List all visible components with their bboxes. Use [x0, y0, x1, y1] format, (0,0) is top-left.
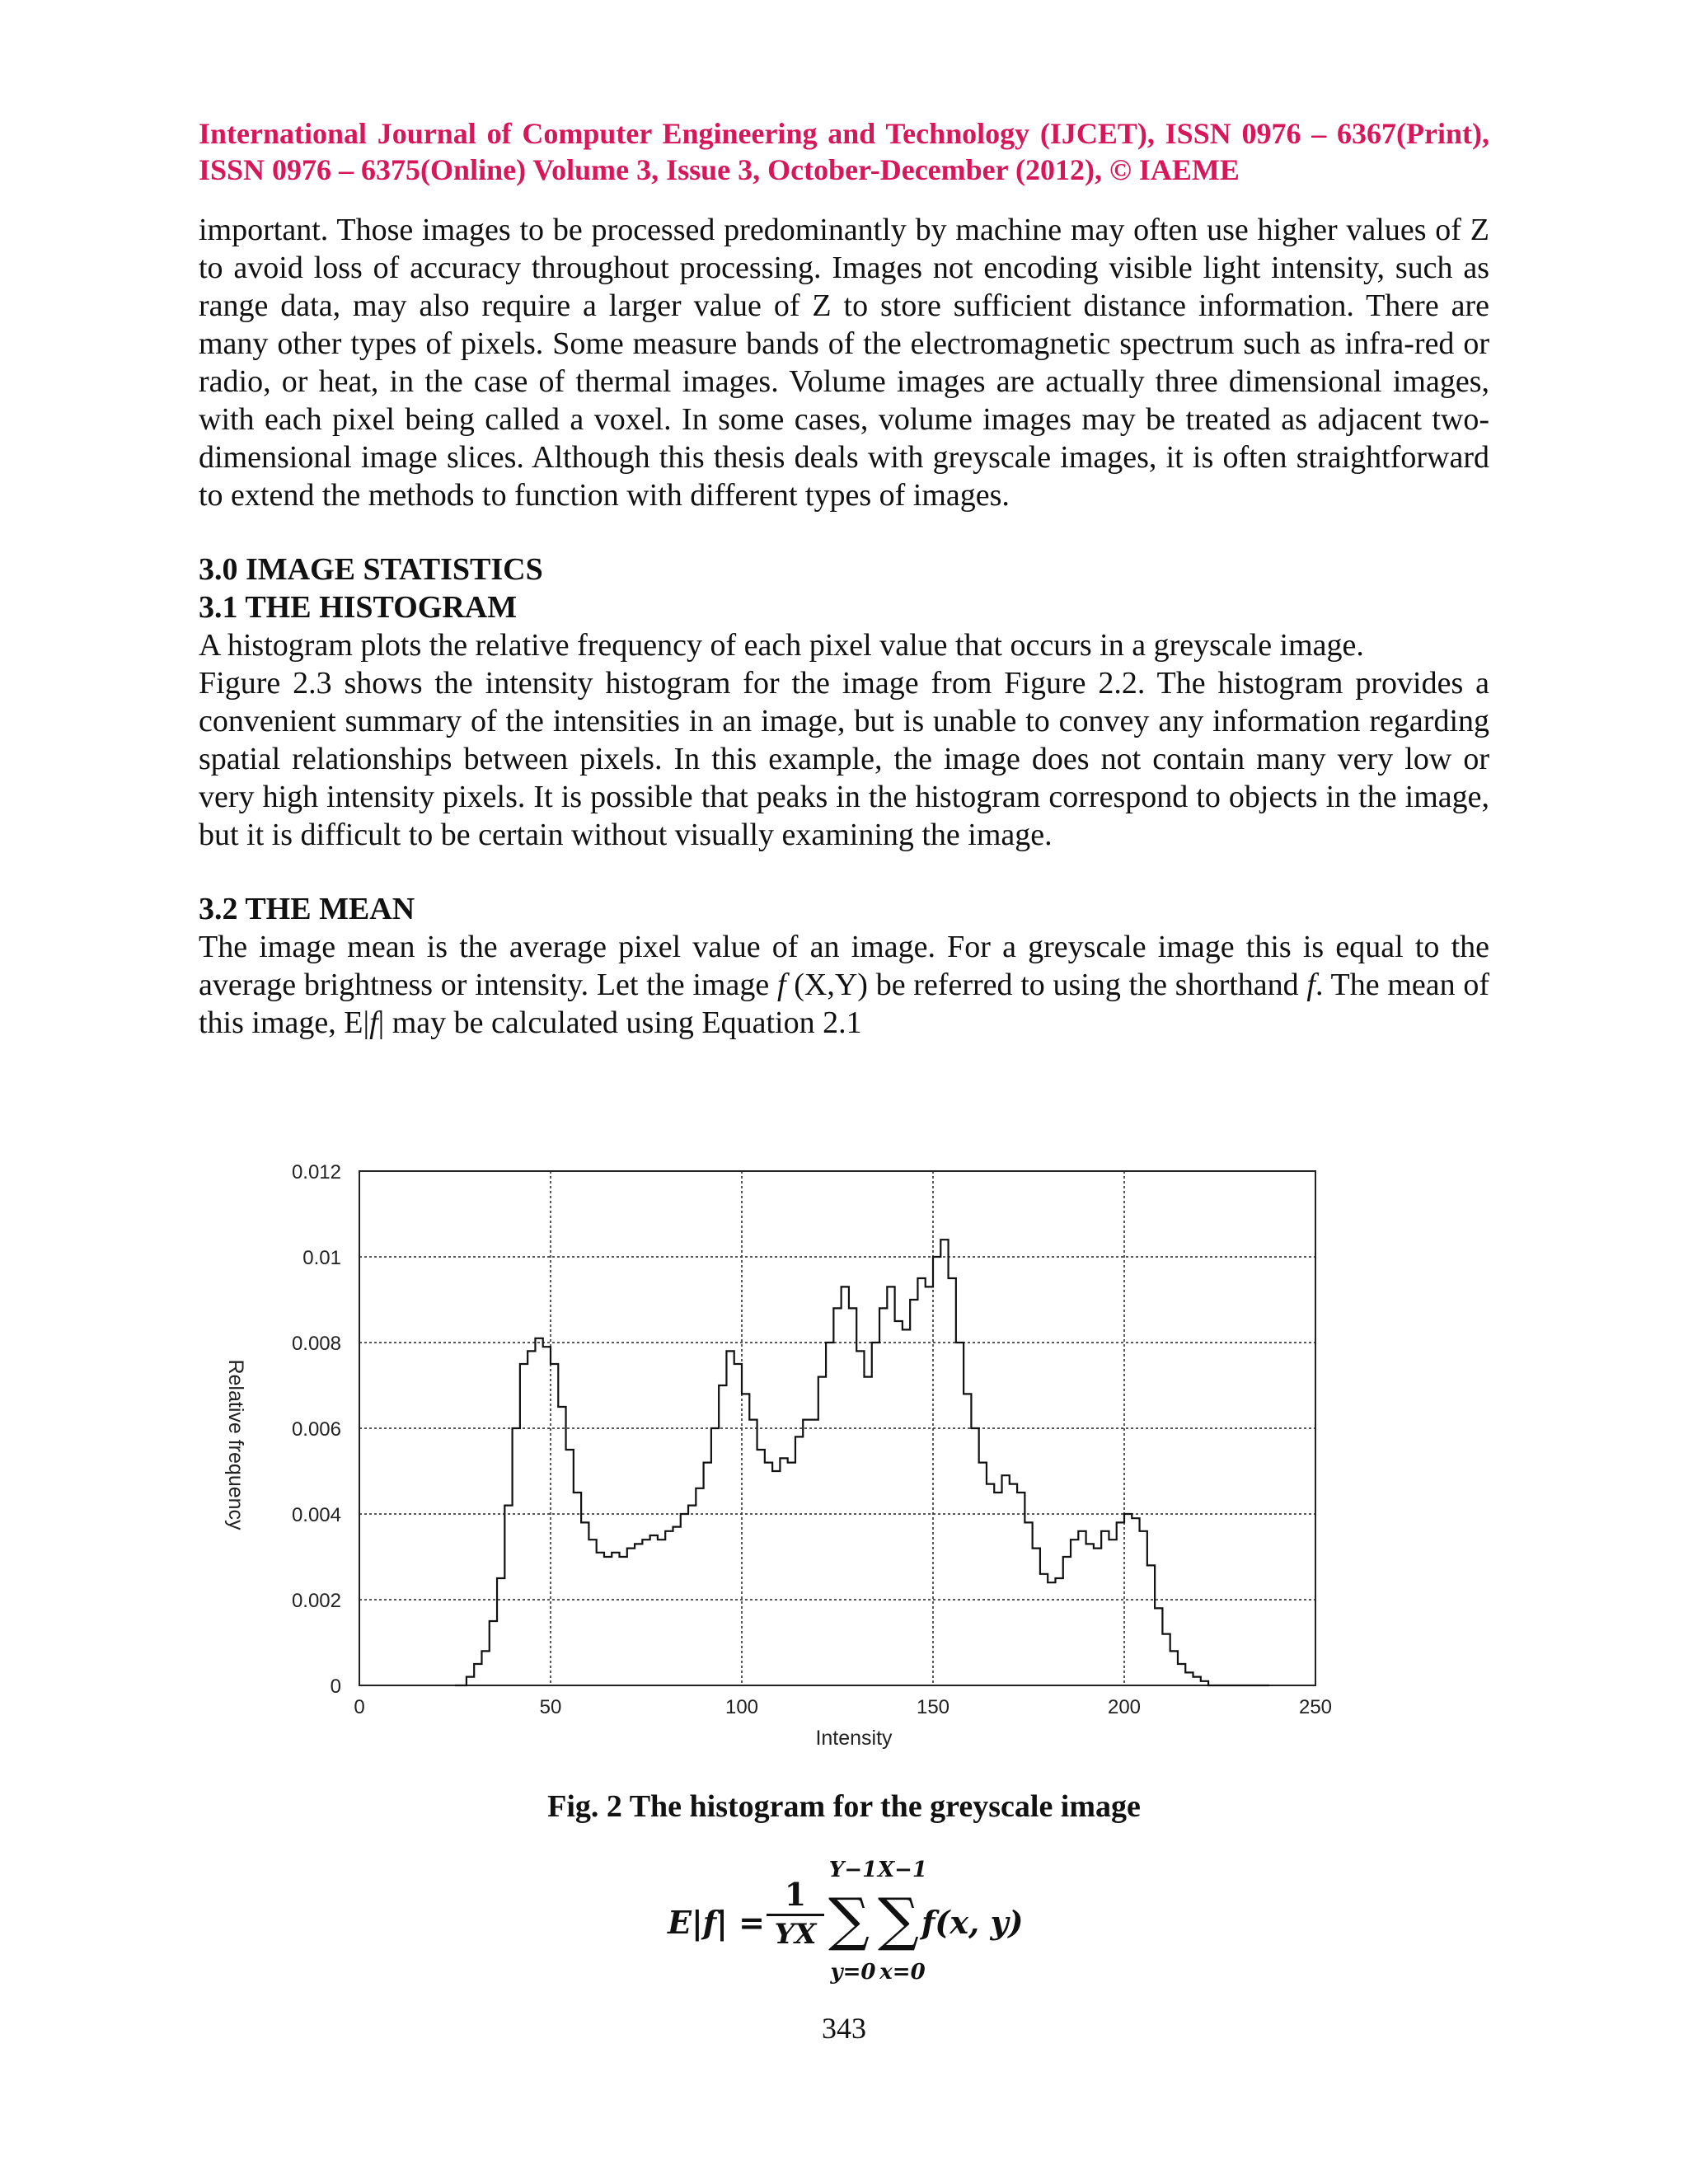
page-content: [199, 115, 1489, 1042]
sum-y-upper: Y−1: [828, 1858, 878, 1882]
y-tick-label: 0: [330, 1675, 341, 1698]
x-axis-label: Intensity: [815, 1727, 893, 1750]
x-tick-label: 100: [724, 1696, 759, 1718]
sum-x-lower: x=0: [879, 1960, 926, 1985]
journal-header: International Journal of Computer Engineering and Technology (IJCET), ISSN 0976 – 6367(Print), ISSN 0976 – 6375(Online) Volume 3, Issue 3, October-December (2012), © IAEME: [199, 117, 1489, 186]
y-tick-label: 0.01: [302, 1247, 341, 1269]
sum-y-symbol: ∑: [828, 1886, 870, 1953]
sum-x-symbol: ∑: [878, 1886, 919, 1953]
x-tick-label: 150: [916, 1696, 950, 1718]
y-tick-label: 0.008: [291, 1333, 341, 1355]
x-tick-label: 250: [1298, 1696, 1333, 1718]
y-axis-label: Relative frequency: [224, 1359, 247, 1530]
y-tick-label: 0.002: [291, 1590, 341, 1612]
page-number: 343: [822, 2012, 866, 2045]
histogram-series-line: [455, 1240, 1269, 1685]
x-tick-label: 0: [354, 1696, 365, 1718]
paragraph-pixel-types: important. Those images to be processed predominantly by machine may often use higher values of Z to avoid loss of accuracy throughout processing. Images not encoding visible light intensity, such as range data, may also require a larger value of Z to store sufficient distance information. There are many other types of pixels. Some measure bands of the electromagnetic spectrum such as infra-red or radio, or heat, in the case of thermal images. Volume images are actually three dimensional images, with each pixel being called a voxel. In some cases, volume images may be treated as adjacent two-dimensional image slices. Although this thesis deals with greyscale images, it is often straightforward to extend the methods to function with different types of images.: [199, 213, 1489, 513]
section-heading-histogram: 3.1 THE HISTOGRAM: [199, 590, 518, 625]
sum-y-lower: y=0: [830, 1960, 876, 1985]
section-heading-image-statistics: 3.0 IMAGE STATISTICS: [199, 552, 543, 587]
equation-numerator: 1: [784, 1876, 807, 1913]
histogram-chart: [198, 1141, 1352, 1768]
equation-denominator: YX: [774, 1918, 817, 1951]
y-tick-label: 0.012: [291, 1161, 341, 1183]
equation-rhs: f(x, y): [921, 1904, 1024, 1941]
section-heading-mean: 3.2 THE MEAN: [199, 892, 415, 926]
y-tick-label: 0.004: [291, 1504, 341, 1526]
equation-lhs: E|f| =: [668, 1904, 766, 1941]
y-tick-label: 0.006: [291, 1418, 341, 1441]
x-tick-label: 50: [539, 1696, 562, 1718]
figure-caption: Fig. 2 The histogram for the greyscale image: [547, 1789, 1141, 1824]
paragraph-histogram-detail: Figure 2.3 shows the intensity histogram for the image from Figure 2.2. The histogram provides a convenient summary of the intensities in an image, but is unable to convey any information regarding spatial relationships between pixels. In this example, the image does not contain many very low or very high intensity pixels. It is possible that peaks in the histogram correspond to objects in the image, but it is difficult to be certain without visually examining the image.: [199, 666, 1489, 852]
histogram-figure: [198, 1141, 1352, 1768]
sum-x-upper: X−1: [877, 1858, 928, 1882]
mean-equation: [659, 1858, 1071, 1986]
equation-fraction: [767, 1877, 824, 1951]
paragraph-histogram-intro: A histogram plots the relative frequency of each pixel value that occurs in a greyscale image.: [199, 628, 1364, 663]
paragraph-mean: The image mean is the average pixel value of an image. For a greyscale image this is equal to the average brightness or intensity. Let the image f (X,Y) be referred to using the shorthand f. The mean of this image, E|f| may be calculated using Equation 2.1: [199, 930, 1489, 1040]
x-tick-label: 200: [1107, 1696, 1142, 1718]
